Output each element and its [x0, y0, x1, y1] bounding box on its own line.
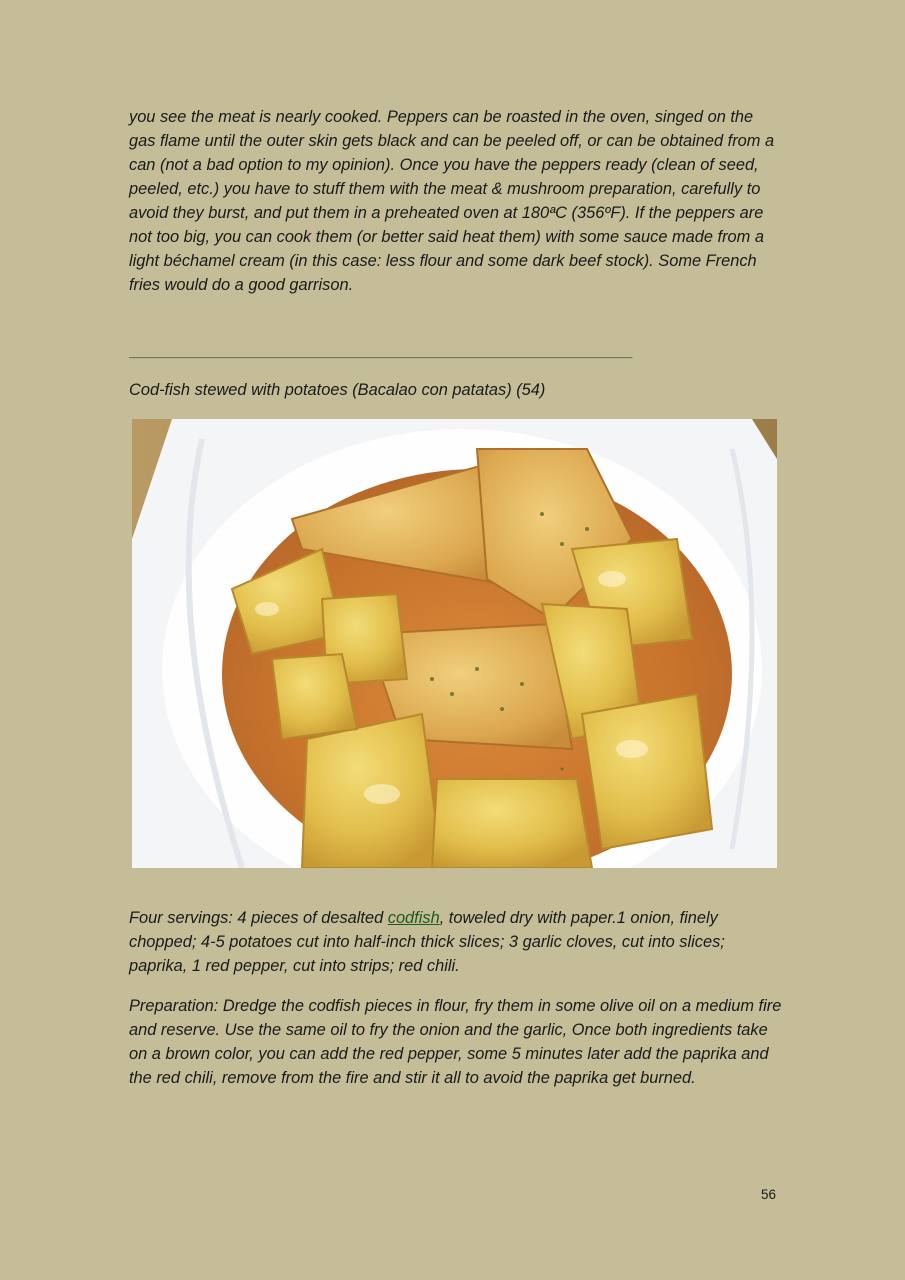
- intro-paragraph: you see the meat is nearly cooked. Peppers can be roasted in the oven, singed on the gas flame until the outer skin gets black and can be peeled off, or can be obtained from a can (not a bad option to my opinion). Once you have the peppers ready (clean of seed, peeled, etc.) you have to stuff them with the meat & mushroom preparation, carefully to avoid they burst, and put them in a preheated oven at 180ªC (356ºF). If the peppers are not too big, you can cook them (or better said heat them) with some sauce made from a light béchamel cream (in this case: less flour and some dark beef stock). Some French fries would do a good garrison.: [129, 108, 775, 294]
- codfish-stew-photo: [132, 419, 777, 868]
- page-number: 56: [760, 1187, 776, 1202]
- servings-text-after: , toweled dry with paper.1 onion, finely chopped; 4-5 potatoes cut into half-inch thick slices; 3 garlic cloves, cut into slices; paprika, 1 red pepper, cut into strips; red chili.: [129, 909, 725, 975]
- horizontal-separator: ____________________________________________________________: [129, 343, 633, 360]
- codfish-link[interactable]: codfish: [387, 909, 440, 927]
- servings-paragraph: [129, 906, 784, 978]
- preparation-paragraph: Preparation: Dredge the codfish pieces in flour, fry them in some olive oil on a medium fire and reserve. Use the same oil to fry the onion and the garlic, Once both ingredients take on a brown color, you can add the red pepper, some 5 minutes later add the paprika and the red chili, remove from the fire and stir it all to avoid the paprika get burned.: [129, 997, 782, 1087]
- servings-text-before: Four servings: 4 pieces of desalted: [129, 909, 388, 927]
- recipe-title: Cod-fish stewed with potatoes (Bacalao con patatas) (54): [129, 381, 546, 399]
